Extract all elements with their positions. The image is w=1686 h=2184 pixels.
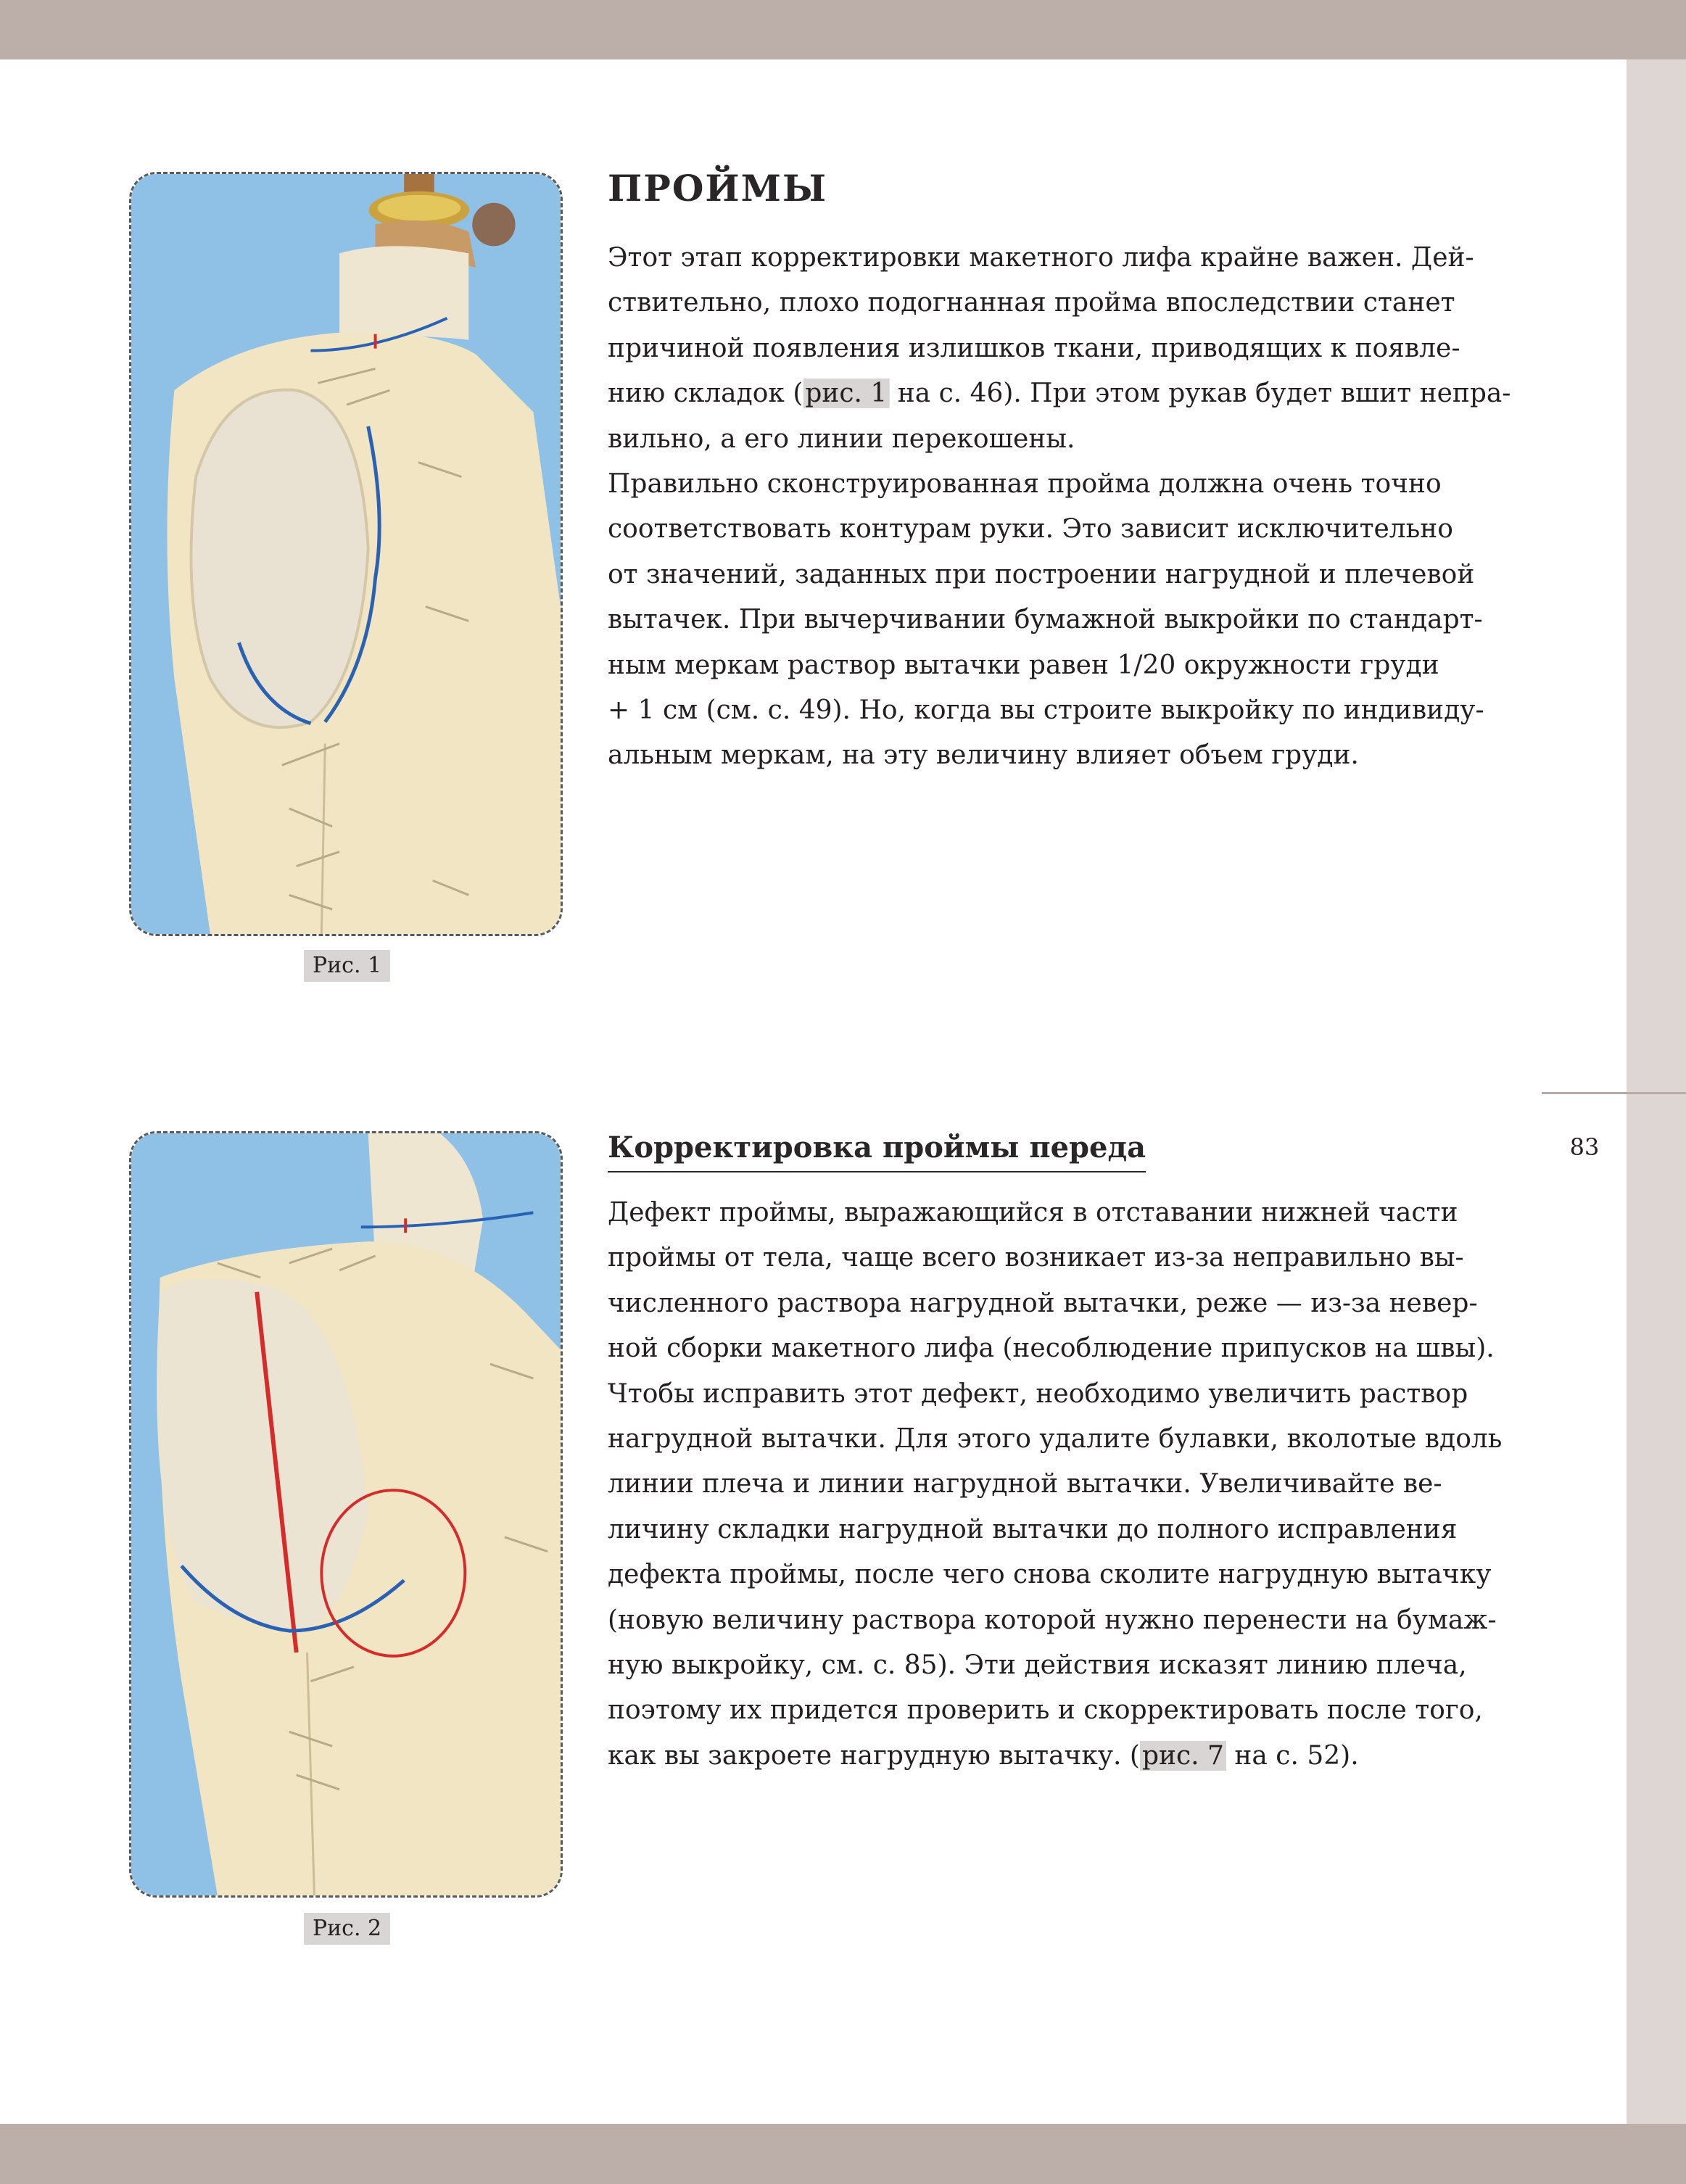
section-1-body xyxy=(608,236,1511,779)
body-line: вильно, а его линии перекошены. xyxy=(608,423,1075,454)
body-line: + 1 см (см. с. 49). Но, когда вы строите выкройку по индивиду- xyxy=(608,695,1484,725)
bottom-band xyxy=(0,2124,1686,2184)
body-line: соответствовать контурам руки. Это зависит исключительно xyxy=(608,514,1453,545)
body-line: альным меркам, на эту величину влияет объем груди. xyxy=(608,740,1359,771)
body-line: Дефект проймы, выражающийся в отставании нижней части xyxy=(608,1198,1458,1228)
body-line: поэтому их придется проверить и скорректировать после того, xyxy=(608,1695,1483,1726)
top-band xyxy=(0,0,1686,59)
figure-reference[interactable]: рис. 7 xyxy=(1140,1741,1226,1771)
body-text: на с. 52). xyxy=(1226,1740,1359,1771)
body-line xyxy=(608,371,1510,416)
body-text: как вы закроете нагрудную вытачку. ( xyxy=(608,1740,1140,1771)
figure-1-caption: Рис. 1 xyxy=(304,950,390,982)
body-line: численного раствора нагрудной вытачки, реже — из-за невер- xyxy=(608,1288,1478,1318)
body-line: ную выкройку, см. с. 85). Эти действия исказят линию плеча, xyxy=(608,1650,1467,1680)
body-line: личину складки нагрудной вытачки до полного исправления xyxy=(608,1514,1458,1544)
body-line: (новую величину раствора которой нужно перенести на бумаж- xyxy=(608,1605,1497,1635)
figure-2-photo xyxy=(129,1131,563,1898)
body-line: дефекта проймы, после чего снова сколите нагрудную вытачку xyxy=(608,1560,1492,1590)
body-line: от значений, заданных при построении нагрудной и плечевой xyxy=(608,559,1475,590)
page-number-rule xyxy=(1542,1092,1686,1094)
figure-1-photo xyxy=(129,172,563,936)
page-number: 83 xyxy=(1569,1133,1600,1161)
body-line: ным меркам раствор вытачки равен 1/20 окружности груди xyxy=(608,650,1439,680)
body-text: на с. 46). При этом рукав будет вшит непра- xyxy=(889,379,1511,409)
subsection-title: Корректировка проймы переда xyxy=(608,1128,1146,1172)
body-line: Чтобы исправить этот дефект, необходимо увеличить раствор xyxy=(608,1378,1468,1409)
body-line xyxy=(608,1734,1511,1779)
body-text: нию складок ( xyxy=(608,379,803,409)
body-line: Этот этап корректировки макетного лифа крайне важен. Дей- xyxy=(608,243,1474,273)
body-line: ной сборки макетного лифа (несоблюдение припусков на швы). xyxy=(608,1333,1495,1364)
figure-2-caption: Рис. 2 xyxy=(304,1913,390,1945)
section-2-body xyxy=(608,1191,1511,1779)
body-line: нагрудной вытачки. Для этого удалите булавки, вколотые вдоль xyxy=(608,1423,1503,1454)
body-line: линии плеча и линии нагрудной вытачки. Увеличивайте ве- xyxy=(608,1469,1442,1500)
body-line: вытачек. При вычерчивании бумажной выкройки по стандарт- xyxy=(608,605,1483,635)
body-line: проймы от тела, чаще всего возникает из-за неправильно вы- xyxy=(608,1243,1464,1273)
body-line: ствительно, плохо подогнанная пройма впоследствии станет xyxy=(608,288,1455,318)
body-line: Правильно сконструированная пройма должна очень точно xyxy=(608,468,1442,499)
body-line: причиной появления излишков ткани, приводящих к появле- xyxy=(608,333,1460,363)
figure-reference[interactable]: рис. 1 xyxy=(803,379,889,408)
section-title: ПРОЙМЫ xyxy=(608,167,828,210)
